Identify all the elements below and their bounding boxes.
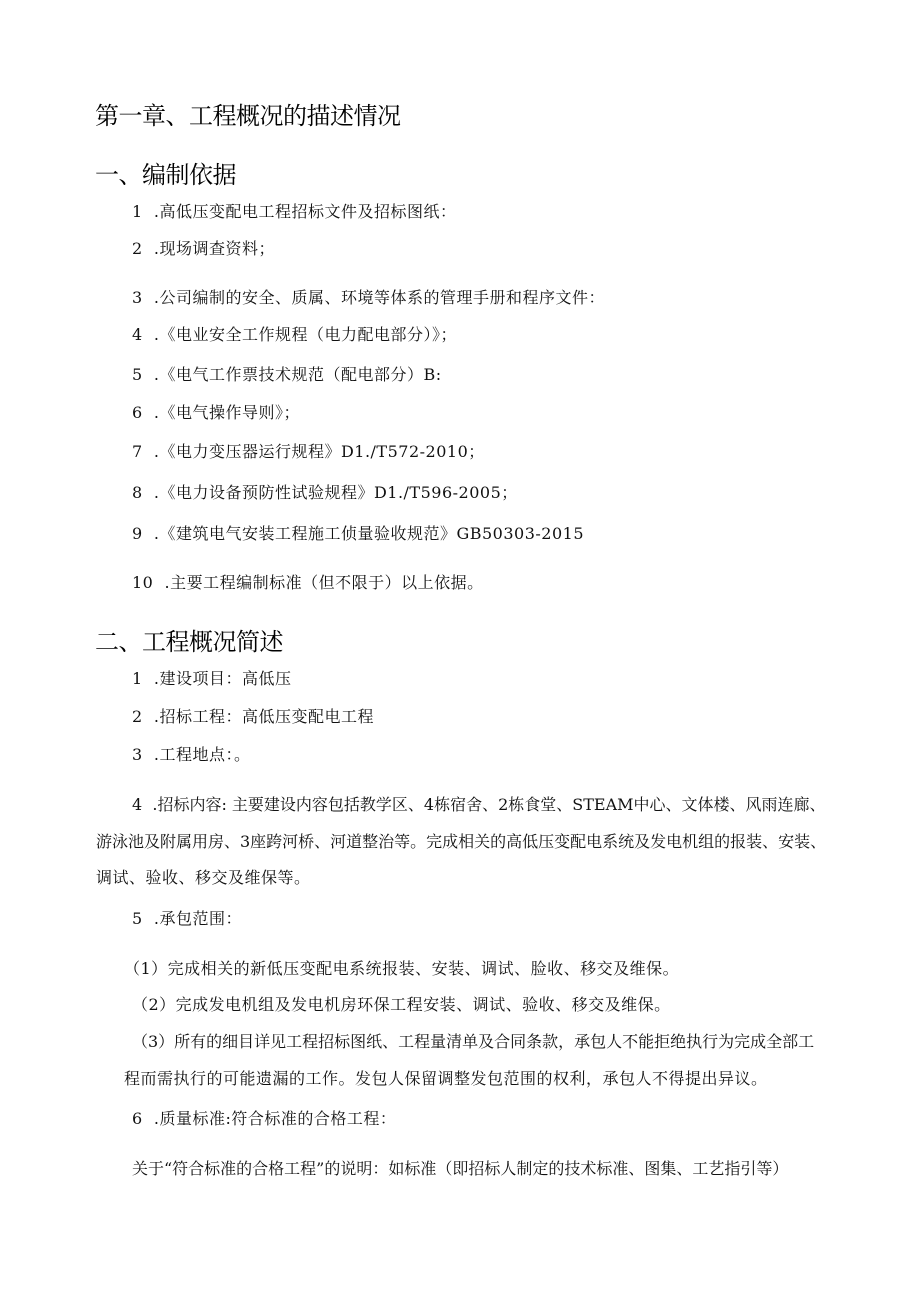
item-number: 6 — [132, 403, 143, 422]
scope-item-3-line-1: （3）所有的细目详见工程招标图纸、工程量清单及合同条款，承包人不能拒绝执行为完成全部工 — [132, 1032, 815, 1051]
item4-line-2: 游泳池及附属用房、3座跨河桥、河道整治等。完成相关的高低压变配电系统及发电机组的报装、安装、 — [96, 832, 827, 851]
item-text: .主要工程编制标准（但不限于）以上依据。 — [164, 573, 484, 592]
item-number: 3 — [132, 745, 143, 764]
item-number: 1 — [132, 669, 143, 688]
item-number: 1 — [132, 202, 143, 221]
item-text: .公司编制的安全、质属、环境等体系的管理手册和程序文件： — [153, 288, 605, 307]
quality-note: 关于“符合标准的合格工程”的说明：如标准（即招标人制定的技术标准、图集、工艺指引等） — [132, 1159, 789, 1178]
item-number: 5 — [132, 909, 143, 928]
section-title-overview: 二、工程概况简述 — [95, 628, 283, 656]
item-number: 7 — [132, 442, 143, 461]
item-number: 8 — [132, 483, 143, 502]
basis-item-5 — [132, 362, 442, 385]
item-text: .建设项目：高低压 — [153, 669, 292, 688]
item-number: 4 — [132, 325, 143, 344]
item-text: .《电气工作票技术规范（配电部分）B: — [153, 365, 442, 384]
chapter-title: 第一章、工程概况的描述情况 — [95, 102, 401, 130]
basis-item-8 — [132, 480, 518, 503]
scope-item-1: （1）完成相关的新低压变配电系统报装、安装、调试、脸收、移交及维保。 — [124, 959, 680, 978]
basis-item-2 — [132, 236, 275, 259]
item-text: .《电业安全工作规程（电力配电部分）》； — [153, 325, 457, 344]
item-number: 6 — [132, 1109, 143, 1128]
item-text: .《建筑电气安装工程施工侦量验收规范》GB50303-2015 — [153, 524, 585, 543]
item-number: 5 — [132, 365, 143, 384]
item-text: .《电气操作导则》； — [153, 403, 300, 422]
scope-item-3-line-2: 程而需执行的可能遗漏的工作。发包人保留调整发包范围的权利，承包人不得提出异议。 — [124, 1069, 768, 1088]
basis-item-6 — [132, 400, 300, 423]
item4-line-1 — [132, 792, 826, 815]
overview-item-2 — [132, 704, 374, 727]
overview-item-1 — [132, 666, 291, 689]
basis-item-10 — [132, 570, 484, 593]
item-text: .承包范围： — [153, 909, 242, 928]
item-text: .工程地点：。 — [153, 745, 251, 764]
basis-item-3 — [132, 285, 605, 308]
scope-item-2: （2）完成发电机组及发电机房环保工程安装、调试、验收、移交及维保。 — [132, 995, 671, 1014]
item-text: .招标工程：高低压变配电工程 — [153, 707, 374, 726]
item-number: 4 — [132, 795, 143, 814]
item-number: 2 — [132, 239, 143, 258]
item-number: 9 — [132, 524, 143, 543]
overview-item-6 — [132, 1106, 396, 1129]
item-number: 10 — [132, 573, 154, 592]
basis-item-7 — [132, 439, 485, 462]
item-text: .现场调查资料； — [153, 239, 275, 258]
basis-item-9 — [132, 521, 584, 544]
basis-item-1 — [132, 199, 456, 222]
overview-item-3 — [132, 742, 250, 765]
item-text: .高低压变配电工程招标文件及招标图纸： — [153, 202, 457, 221]
item-text: .《电力设备预防性试验规程》D1./T596-2005； — [153, 483, 518, 502]
item-text: .质量标准:符合标准的合格工程： — [153, 1109, 397, 1128]
item-text: .《电力变压器运行规程》D1./T572-2010； — [153, 442, 485, 461]
basis-item-4 — [132, 322, 457, 345]
item-number: 3 — [132, 288, 143, 307]
item-number: 2 — [132, 707, 143, 726]
overview-item-5 — [132, 906, 242, 929]
item-text: .招标内容: 主要建设内容包括教学区、4栋宿舍、2栋食堂、STEAM中心、文体楼、风雨连廊、 — [152, 795, 826, 814]
item4-line-3: 调试、验收、移交及维保等。 — [96, 868, 311, 887]
section-title-basis: 一、编制依据 — [95, 161, 236, 189]
